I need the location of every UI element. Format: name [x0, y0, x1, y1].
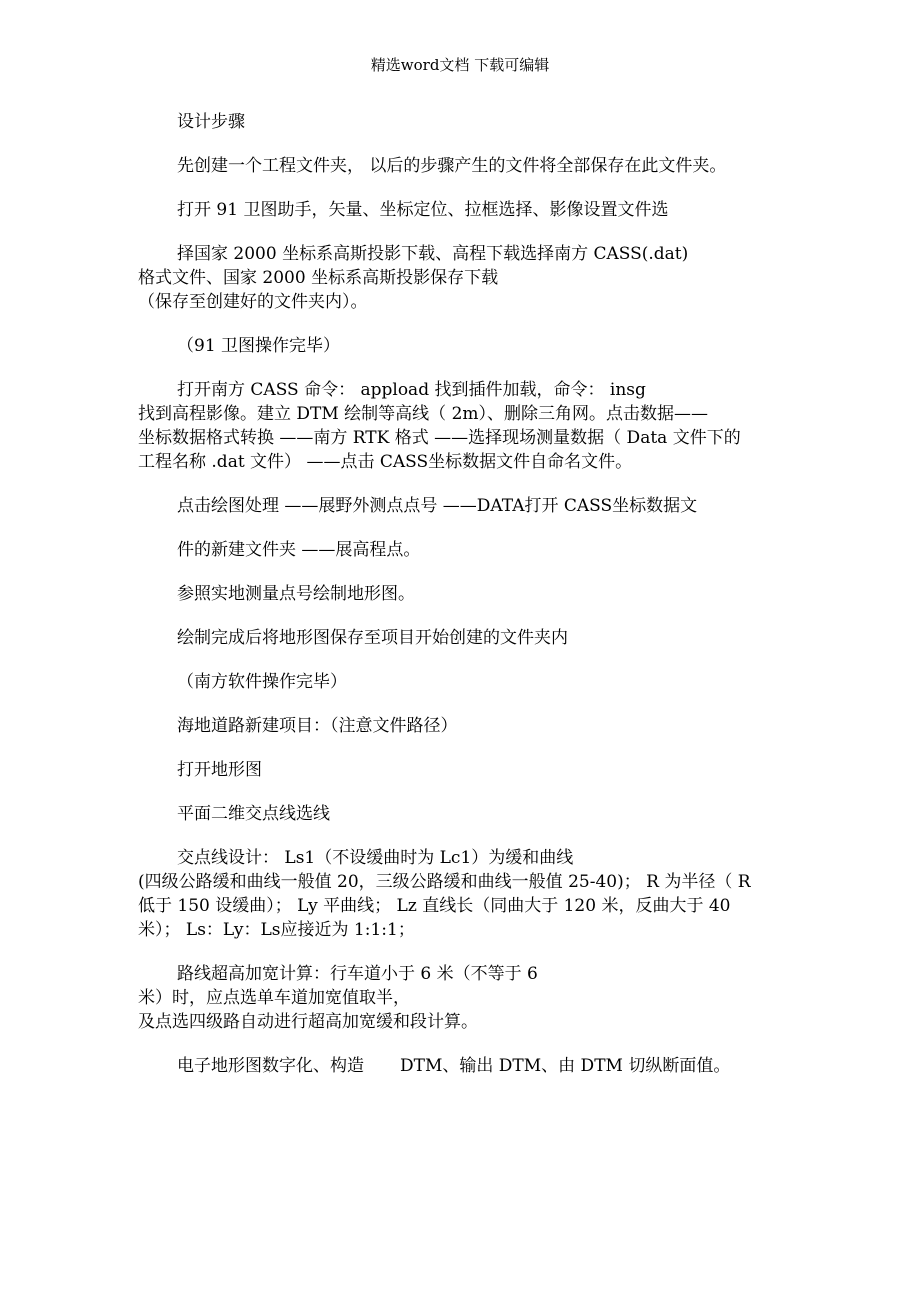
text-line: 参照实地测量点号绘制地形图。 [177, 584, 415, 604]
text-line: 件的新建文件夹 ——展高程点。 [177, 540, 421, 560]
text-line: 打开地形图 [177, 760, 262, 780]
paragraph [138, 334, 788, 358]
document-body [138, 110, 788, 1098]
page-header: 精选word文档 下载可编辑 [370, 56, 550, 74]
text-line: （保存至创建好的文件夹内）。 [138, 292, 368, 312]
text-segment: 电子地形图数字化、构造 [177, 1056, 364, 1076]
paragraph [138, 494, 788, 518]
text-line: 先创建一个工程文件夹， 以后的步骤产生的文件将全部保存在此文件夹。 [177, 156, 727, 176]
paragraph [138, 582, 788, 606]
text-line: （91 卫图操作完毕） [177, 336, 341, 356]
paragraph [138, 626, 788, 650]
paragraph [138, 714, 788, 738]
text-line: (四级公路缓和曲线一般值 20，三级公路缓和曲线一般值 25-40)； R 为半径（ R [138, 872, 751, 892]
text-line: （南方软件操作完毕） [177, 672, 347, 692]
paragraph [138, 198, 788, 222]
paragraph [138, 962, 788, 1034]
paragraph [138, 670, 788, 694]
text-line: 平面二维交点线选线 [177, 804, 330, 824]
text-line: 择国家 2000 坐标系高斯投影下载、高程下载选择南方 CASS(.dat) [177, 244, 689, 264]
paragraph [138, 846, 788, 942]
text-line: 及点选四级路自动进行超高加宽缓和段计算。 [138, 1012, 478, 1032]
paragraph [138, 758, 788, 782]
text-line: 海地道路新建项目：（注意文件路径） [177, 716, 458, 736]
text-line: 绘制完成后将地形图保存至项目开始创建的文件夹内 [177, 628, 568, 648]
paragraph [138, 378, 788, 474]
paragraph [138, 154, 788, 178]
text-line: 交点线设计： Ls1（不设缓曲时为 Lc1）为缓和曲线 [177, 848, 574, 868]
text-segment: DTM、输出 DTM、由 DTM 切纵断面值。 [400, 1056, 731, 1076]
text-line: 打开 91 卫图助手，矢量、坐标定位、拉框选择、影像设置文件选 [177, 200, 669, 220]
paragraph [138, 538, 788, 562]
text-line: 格式文件、国家 2000 坐标系高斯投影保存下载 [138, 268, 499, 288]
section-title: 设计步骤 [177, 112, 245, 132]
text-line: 打开南方 CASS 命令： appload 找到插件加载，命令： insg [177, 380, 646, 400]
text-line: 坐标数据格式转换 ——南方 RTK 格式 ——选择现场测量数据（ Data 文件下的 [138, 428, 741, 448]
text-line: 米）； Ls：Ly：Ls应接近为 1:1:1； [138, 920, 415, 940]
paragraph-section-title [138, 110, 788, 134]
paragraph [138, 802, 788, 826]
text-line [138, 1054, 788, 1078]
text-line: 米）时，应点选单车道加宽值取半， [138, 988, 410, 1008]
text-line: 工程名称 .dat 文件） ——点击 CASS坐标数据文件自命名文件。 [138, 452, 633, 472]
text-line: 路线超高加宽计算：行车道小于 6 米（不等于 6 [177, 964, 538, 984]
paragraph [138, 1054, 788, 1078]
paragraph [138, 242, 788, 314]
text-line: 低于 150 设缓曲）； Ly 平曲线； Lz 直线长（同曲大于 120 米，反曲大于 40 [138, 896, 731, 916]
text-line: 找到高程影像。建立 DTM 绘制等高线（ 2m）、删除三角网。点击数据—— [138, 404, 709, 424]
text-line: 点击绘图处理 ——展野外测点点号 ——DATA打开 CASS坐标数据文 [177, 496, 698, 516]
